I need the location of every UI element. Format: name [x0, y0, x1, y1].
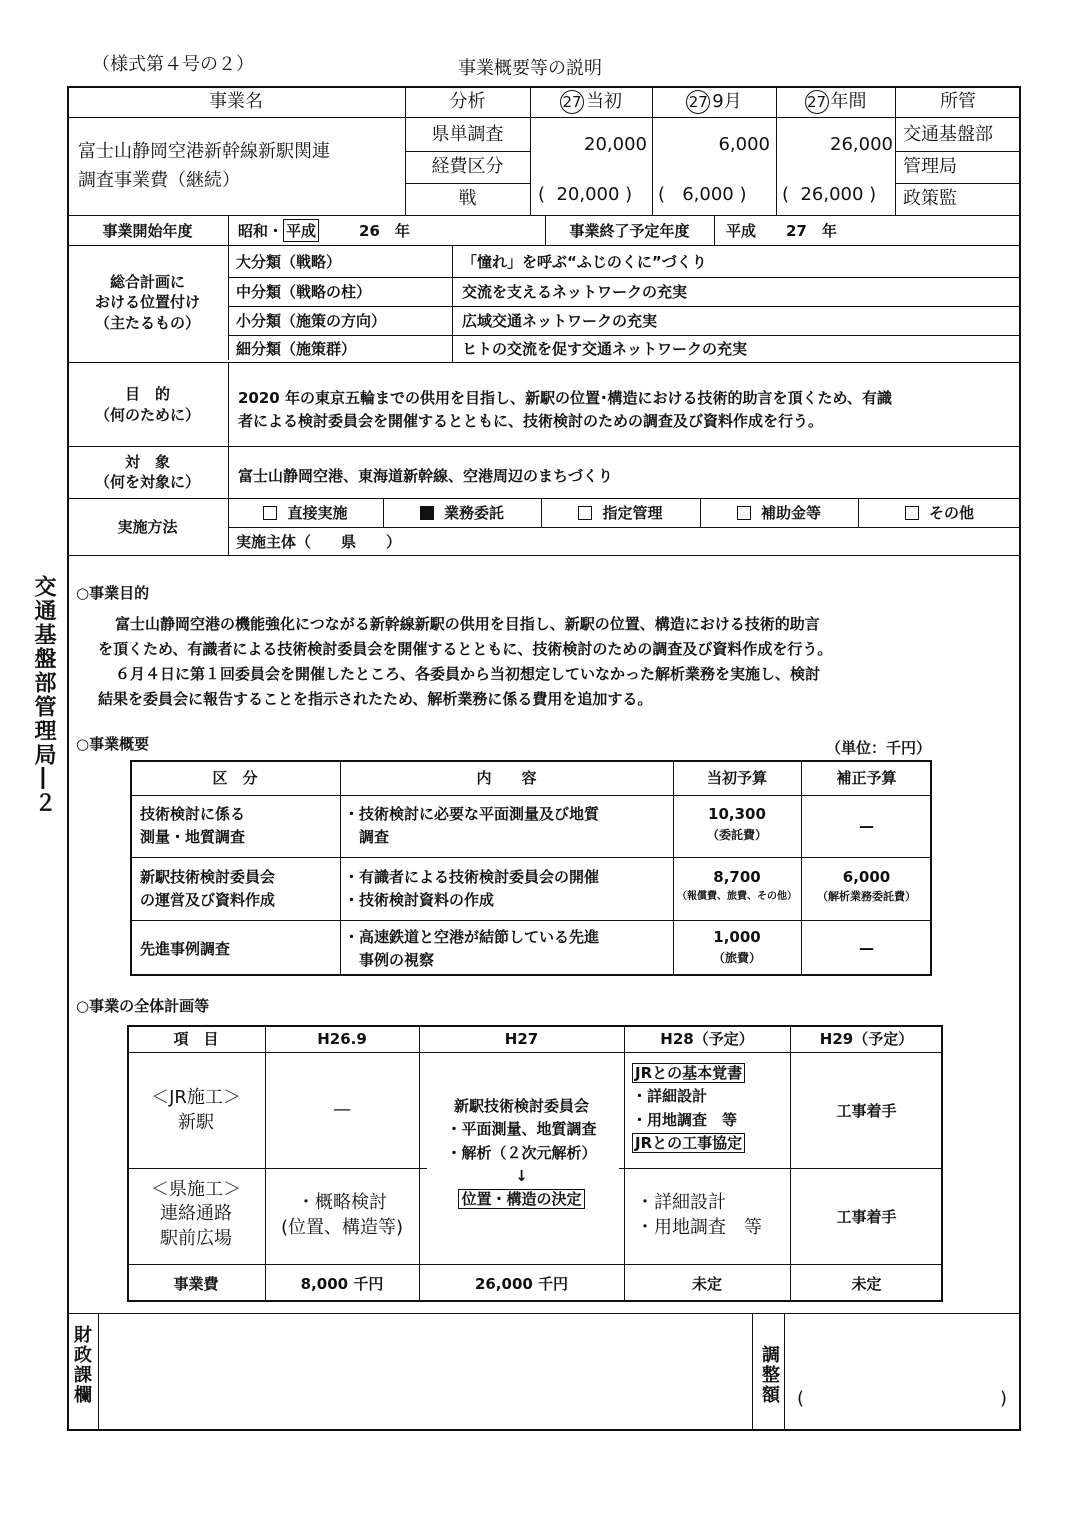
header-analysis: 分析 — [449, 90, 486, 112]
header-department: 所管 — [940, 90, 976, 112]
overview-unit: （単位：千円） — [826, 739, 932, 757]
plan-detail-value: ヒトの交流を促す交通ネットワークの充実 — [462, 340, 748, 358]
overview-row2-category: 新駅技術検討委員会 の運営及び資料作成 — [140, 868, 276, 909]
plan-label: 総合計画に おける位置付け （主たるもの） — [94, 273, 200, 332]
analysis-type: 県単調査 — [431, 123, 504, 145]
adjustment-amount-field[interactable] — [798, 1350, 1012, 1410]
overview-row1-content: ・技術検討に必要な平面測量及び地質 調査 — [344, 805, 600, 846]
overview-heading: ○事業概要 — [76, 735, 150, 753]
overall-row-jr-h28: JRとの基本覚書 ・詳細設計 ・用地調査 等 JRとの工事協定 — [632, 1062, 745, 1155]
overall-cost-h27: 26,000 千円 — [474, 1274, 569, 1293]
project-name-line1: 富士山静岡空港新幹線新駅関連 — [78, 141, 330, 162]
overall-row-pref-h28: ・詳細設計 ・用地調査 等 — [636, 1192, 762, 1239]
adjustment-open-paren: ( — [797, 1388, 805, 1409]
plan-detail-key: 細分類（施策群） — [236, 340, 357, 358]
overview-row1-initial: 10,300 （委託費） — [706, 805, 767, 842]
overall-header-h29: H29（予定） — [819, 1030, 914, 1048]
checkbox-checked-icon — [420, 506, 434, 520]
header-initial: 27 当初 — [530, 86, 652, 117]
down-arrow-icon: ↓ — [515, 1166, 528, 1185]
plan-major-key: 大分類（戦略） — [236, 252, 342, 271]
objective-text-4: 結果を委員会に報告することを指示されたため、解析業務に係る費用を追加する。 — [98, 690, 653, 708]
overall-row-pref-h26: ・概略検討 (位置、構造等) — [280, 1192, 404, 1239]
september-amount: 6,000 — [718, 134, 770, 155]
annual-amount-paren: ( 26,000 ) — [782, 184, 877, 205]
objective-heading: ○事業目的 — [76, 584, 150, 602]
overall-cost-h28: 未定 — [691, 1274, 722, 1293]
overview-header-category: 区 分 — [212, 769, 258, 787]
objective-text-3: ６月４日に第１回委員会を開催したところ、各委員から当初想定していなかった解析業務を実施し、検討 — [115, 665, 821, 683]
overall-row-jr-h29: 工事着手 — [836, 1101, 897, 1120]
overview-row3-category: 先進事例調査 — [140, 939, 231, 958]
overall-heading: ○事業の全体計画等 — [76, 997, 210, 1015]
jr-basic-memorandum: JRとの基本覚書 — [632, 1063, 745, 1083]
overview-header-content: 内 容 — [476, 769, 537, 787]
dept-line3: 政策監 — [903, 188, 957, 210]
plan-middle-key: 中分類（戦略の柱） — [236, 283, 372, 301]
overview-row2-content: ・有識者による技術検討委員会の開催 ・技術検討資料の作成 — [344, 868, 600, 909]
overview-row3-supplementary: — — [859, 939, 874, 957]
purpose-label: 目 的 （何のために） — [94, 385, 200, 424]
document-title: 事業概要等の説明 — [458, 58, 602, 79]
objective-text: 富士山静岡空港の機能強化につながる新幹線新駅の供用を目指し、新駅の位置、構造における技術的助言 — [115, 615, 820, 633]
overview-header-initial-budget: 当初予算 — [706, 769, 767, 787]
overview-header-supplementary: 補正予算 — [836, 769, 897, 787]
method-label: 実施方法 — [117, 518, 178, 536]
method-option-outsourced: 業務委託 — [383, 498, 541, 527]
checkbox-unchecked-icon — [905, 506, 919, 520]
overall-header-h26: H26.9 — [317, 1029, 367, 1048]
initial-amount-paren: ( 20,000 ) — [538, 184, 633, 205]
overall-row-pref-label: ＜県施工＞ 連絡通路 駅前広場 — [151, 1179, 241, 1249]
method-option-subsidy: 補助金等 — [700, 498, 858, 527]
overall-header-item: 項 目 — [173, 1030, 219, 1048]
start-year-value: 昭和・ 平成 26 年 — [238, 215, 410, 245]
method-entity: 実施主体（ 県 ） — [236, 532, 402, 551]
form-number: （様式第４号の２） — [92, 54, 254, 75]
end-year-value: 平成 27 年 — [726, 221, 837, 240]
side-label: 交通基盤部管理局―２ — [31, 575, 56, 815]
method-option-designated: 指定管理 — [541, 498, 700, 527]
dept-line2: 管理局 — [903, 156, 957, 178]
overall-row-jr-label: ＜JR施工＞ 新駅 — [151, 1087, 241, 1134]
overview-row3-content: ・高速鉄道と空港が結節している先進 事例の視察 — [344, 928, 600, 969]
header-project-name: 事業名 — [209, 90, 263, 112]
adjustment-label: 調整額 — [759, 1345, 780, 1405]
checkbox-unchecked-icon — [737, 506, 751, 520]
finance-label: 財政課欄 — [71, 1325, 92, 1405]
adjustment-close-paren: ) — [1000, 1388, 1008, 1409]
objective-text-2: を頂くため、有識者による技術検討委員会を開催するとともに、技術検討のための調査及び資料作成を行う。 — [98, 640, 833, 658]
plan-middle-value: 交流を支えるネットワークの充実 — [462, 283, 688, 301]
september-amount-paren: ( 6,000 ) — [658, 184, 747, 205]
plan-minor-value: 広域交通ネットワークの充実 — [462, 312, 658, 330]
project-name-line2: 調査事業費（継続） — [78, 170, 240, 191]
jr-construction-agreement: JRとの工事協定 — [632, 1133, 745, 1153]
overview-row1-category: 技術検討に係る 測量・地質調査 — [140, 805, 246, 846]
plan-major-value: 「憧れ」を呼ぶ“ふじのくに”づくり — [462, 252, 707, 271]
header-annual: 27 年間 — [776, 86, 895, 117]
overview-row1-supplementary: — — [859, 817, 874, 835]
purpose-text: 2020 年の東京五輪までの供用を目指し、新駅の位置･構造における技術的助言を頂くため、有識 者による検討委員会を開催するとともに、技術検討のための調査及び資料作成を行う。 — [238, 389, 892, 431]
overview-row2-initial: 8,700 （報償費、旅費、その他） — [677, 868, 797, 902]
overall-cost-h26: 8,000 千円 — [300, 1274, 384, 1293]
finance-note-field[interactable] — [104, 1318, 748, 1426]
overall-header-h28: H28（予定） — [660, 1030, 754, 1048]
checkbox-unchecked-icon — [263, 506, 277, 520]
annual-amount: 26,000 — [830, 134, 893, 155]
header-september: 27 9月 — [652, 86, 776, 117]
start-year-label: 事業開始年度 — [102, 221, 193, 240]
analysis-cost-class: 経費区分 — [431, 156, 504, 178]
end-year-label: 事業終了予定年度 — [569, 221, 690, 240]
target-text: 富士山静岡空港、東海道新幹線、空港周辺のまちづくり — [238, 466, 613, 485]
initial-amount: 20,000 — [584, 134, 647, 155]
position-structure-decision: 位置・構造の決定 — [458, 1189, 584, 1209]
method-option-direct: 直接実施 — [228, 498, 383, 527]
overview-row3-initial: 1,000 （旅費） — [712, 928, 761, 965]
overall-h27-plan: 新駅技術検討委員会 ・平面測量、地質調査 ・解析（２次元解析） ↓ 位置・構造の決定 — [419, 1095, 624, 1211]
overall-header-h27: H27 — [504, 1029, 539, 1048]
overall-row-pref-h29: 工事着手 — [836, 1207, 897, 1226]
overall-cost-label: 事業費 — [173, 1274, 219, 1293]
overall-cost-h29: 未定 — [851, 1274, 882, 1293]
dept-line1: 交通基盤部 — [903, 123, 993, 145]
method-option-other: その他 — [858, 498, 1021, 527]
plan-minor-key: 小分類（施策の方向） — [236, 312, 387, 330]
overall-row-jr-h26: — — [333, 1099, 351, 1121]
overview-row2-supplementary: 6,000 （解析業務委託費） — [817, 868, 916, 903]
analysis-strategy: 戦 — [458, 188, 477, 210]
checkbox-unchecked-icon — [578, 506, 592, 520]
target-label: 対 象 （何を対象に） — [94, 453, 200, 492]
